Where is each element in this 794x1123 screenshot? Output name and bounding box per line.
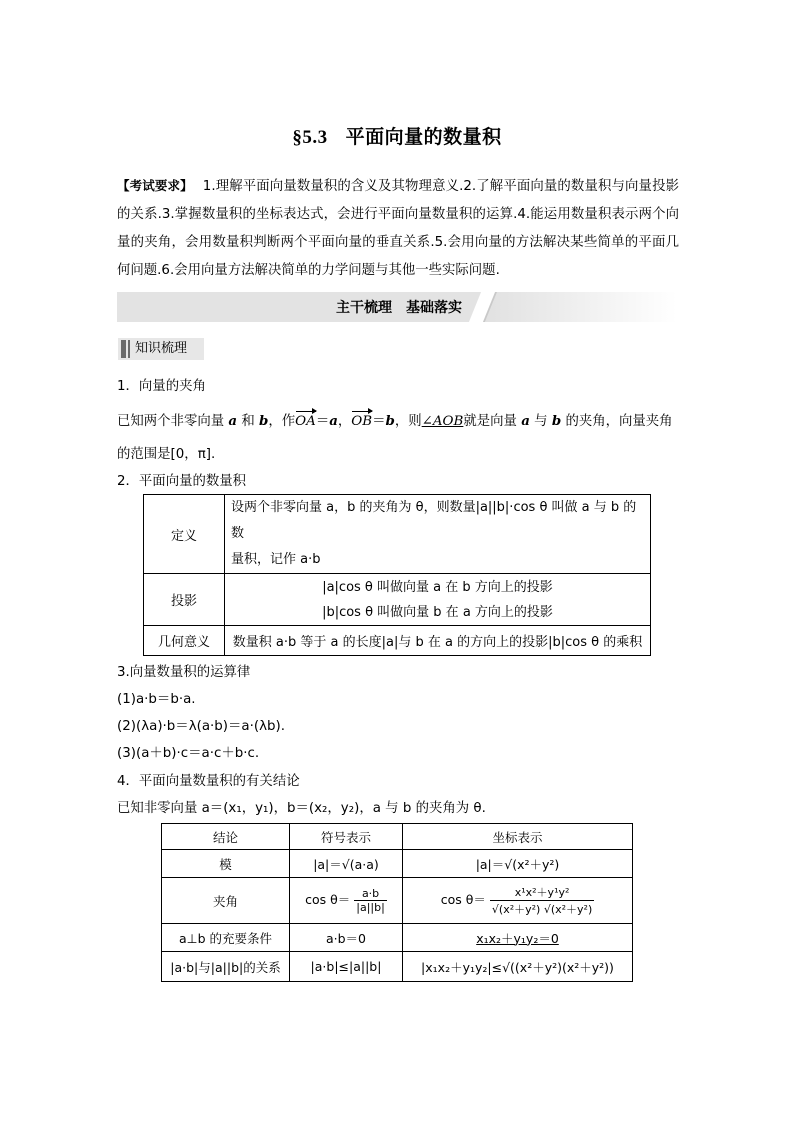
vec-ob: OB (351, 414, 373, 429)
exam-requirements (117, 172, 679, 285)
vec-a: a (329, 413, 338, 429)
requirements-text: 1.理解平面向量数量积的含义及其物理意义.2.了解平面向量的数量积与向量投影的关系.3.掌握数量积的坐标表达式，会进行平面向量数量积的运算.4.能运用数量积表示两个向量的夹角，会用数量积判断两个平面向量的垂直关系.5.会用向量的方法解决某些简单的平面几何问题.6.会用向量方法解决简单的力学问题与其他一些实际问题. (117, 179, 679, 278)
conclusion-cell: 夹角 (162, 878, 290, 924)
conclusions-table (161, 823, 633, 982)
s2-heading: 2．平面向量的数量积 (117, 474, 247, 489)
s3-heading: 3.向量数量积的运算律 (117, 665, 251, 680)
vec-b: b (259, 413, 269, 429)
numerator: a·b (354, 887, 387, 901)
s4-heading: 4．平面向量数量积的有关结论 (117, 774, 300, 789)
coordinate-cell: |a|＝√(x²＋y²) (403, 850, 633, 878)
vec-b: b (551, 413, 562, 429)
denominator: |a||b| (356, 901, 385, 914)
cell-line: 量积，记作 a·b (231, 552, 321, 567)
table-row (144, 626, 651, 656)
symbol-cell: |a·b|≤|a||b| (290, 952, 403, 982)
s1-text: 的夹角，向量夹角 (565, 414, 673, 429)
column-header: 坐标表示 (403, 824, 633, 850)
angle-aob: ∠AOB (421, 414, 464, 429)
dot-product-table (143, 494, 651, 656)
table-row (162, 952, 633, 982)
symbol-cell: a·b＝0 (290, 924, 403, 952)
cos-label: cos θ＝ (305, 892, 351, 907)
table-row (144, 574, 651, 626)
column-header: 结论 (162, 824, 290, 850)
law-2: (2)(λa)·b＝λ(a·b)＝a·(λb). (117, 719, 286, 734)
s1-line1: 已知两个非零向量 a 和 b，作OA＝a，OB＝b，则∠AOB就是向量 a 与 b 的夹角，向量夹角 (117, 413, 673, 429)
s1-heading: 1．向量的夹角 (117, 379, 206, 394)
title-text: 平面向量的数量积 (345, 126, 502, 148)
numerator: x¹x²＋y¹y² (490, 884, 594, 901)
s4-intro: 已知非零向量 a＝(x₁，y₁)，b＝(x₂，y₂)，a 与 b 的夹角为 θ. (117, 801, 486, 816)
table-row (162, 850, 633, 878)
s1-text: 和 (241, 414, 255, 429)
fraction (490, 884, 594, 917)
symbol-cell (290, 878, 403, 924)
column-header: 符号表示 (290, 824, 403, 850)
vec-b: b (385, 413, 395, 429)
banner-text: 主干梳理 基础落实 (336, 300, 462, 316)
coordinate-cell (403, 878, 633, 924)
meaning-cell: 数量积 a·b 等于 a 的长度|a|与 b 在 a 的方向上的投影|b|cos θ 的乘积 (225, 626, 651, 656)
requirements-tag: 【考试要求】 (117, 178, 193, 193)
conclusion-cell: a⊥b 的充要条件 (162, 924, 290, 952)
table-row (144, 495, 651, 574)
cell-line: 设两个非零向量 a，b 的夹角为 θ，则数量|a||b|·cos θ 叫做 a 与 b 的数 (231, 500, 637, 541)
section-number: §5.3 (292, 127, 328, 148)
conclusion-cell: |a·b|与|a||b|的关系 (162, 952, 290, 982)
knowledge-subhead (118, 338, 204, 360)
cell-line: |b|cos θ 叫做向量 b 在 a 方向上的投影 (322, 604, 553, 620)
s1-text: 与 (534, 414, 548, 429)
coordinate-cell: x₁x₂＋y₁y₂＝0 (403, 924, 633, 952)
section-banner (117, 292, 677, 322)
law-1: (1)a·b＝b·a. (117, 692, 196, 707)
s1-text: ，则 (394, 414, 422, 429)
table-row (162, 924, 633, 952)
table-row (162, 878, 633, 924)
cell-line: |a|cos θ 叫做向量 a 在 b 方向上的投影 (322, 579, 553, 595)
vec-a: a (228, 413, 238, 429)
vec-oa: OA (295, 414, 316, 429)
page-title (0, 122, 794, 149)
vec-a: a (521, 413, 530, 429)
symbol-cell: |a|＝√(a·a) (290, 850, 403, 878)
projection-cell (225, 574, 651, 626)
s1-text: ，作 (268, 414, 296, 429)
cos-label: cos θ＝ (440, 892, 486, 907)
conclusion-cell: 模 (162, 850, 290, 878)
coordinate-cell: |x₁x₂＋y₁y₂|≤√((x²＋y²)(x²＋y²)) (403, 952, 633, 982)
denominator: √(x²＋y²) √(x²＋y²) (491, 903, 593, 916)
table-header-row (162, 824, 633, 850)
subhead-marker (121, 340, 126, 358)
s1-line2: 的范围是[0，π]. (117, 447, 216, 462)
row-header: 定义 (144, 495, 225, 574)
s1-text: 已知两个非零向量 (117, 414, 225, 429)
subhead-text: 知识梳理 (135, 341, 188, 356)
row-header: 投影 (144, 574, 225, 626)
definition-cell (225, 495, 651, 574)
subhead-marker-thin (128, 340, 130, 358)
law-3: (3)(a＋b)·c＝a·c＋b·c. (117, 746, 260, 761)
row-header: 几何意义 (144, 626, 225, 656)
s1-text: 就是向量 (463, 414, 517, 429)
fraction (354, 887, 387, 914)
